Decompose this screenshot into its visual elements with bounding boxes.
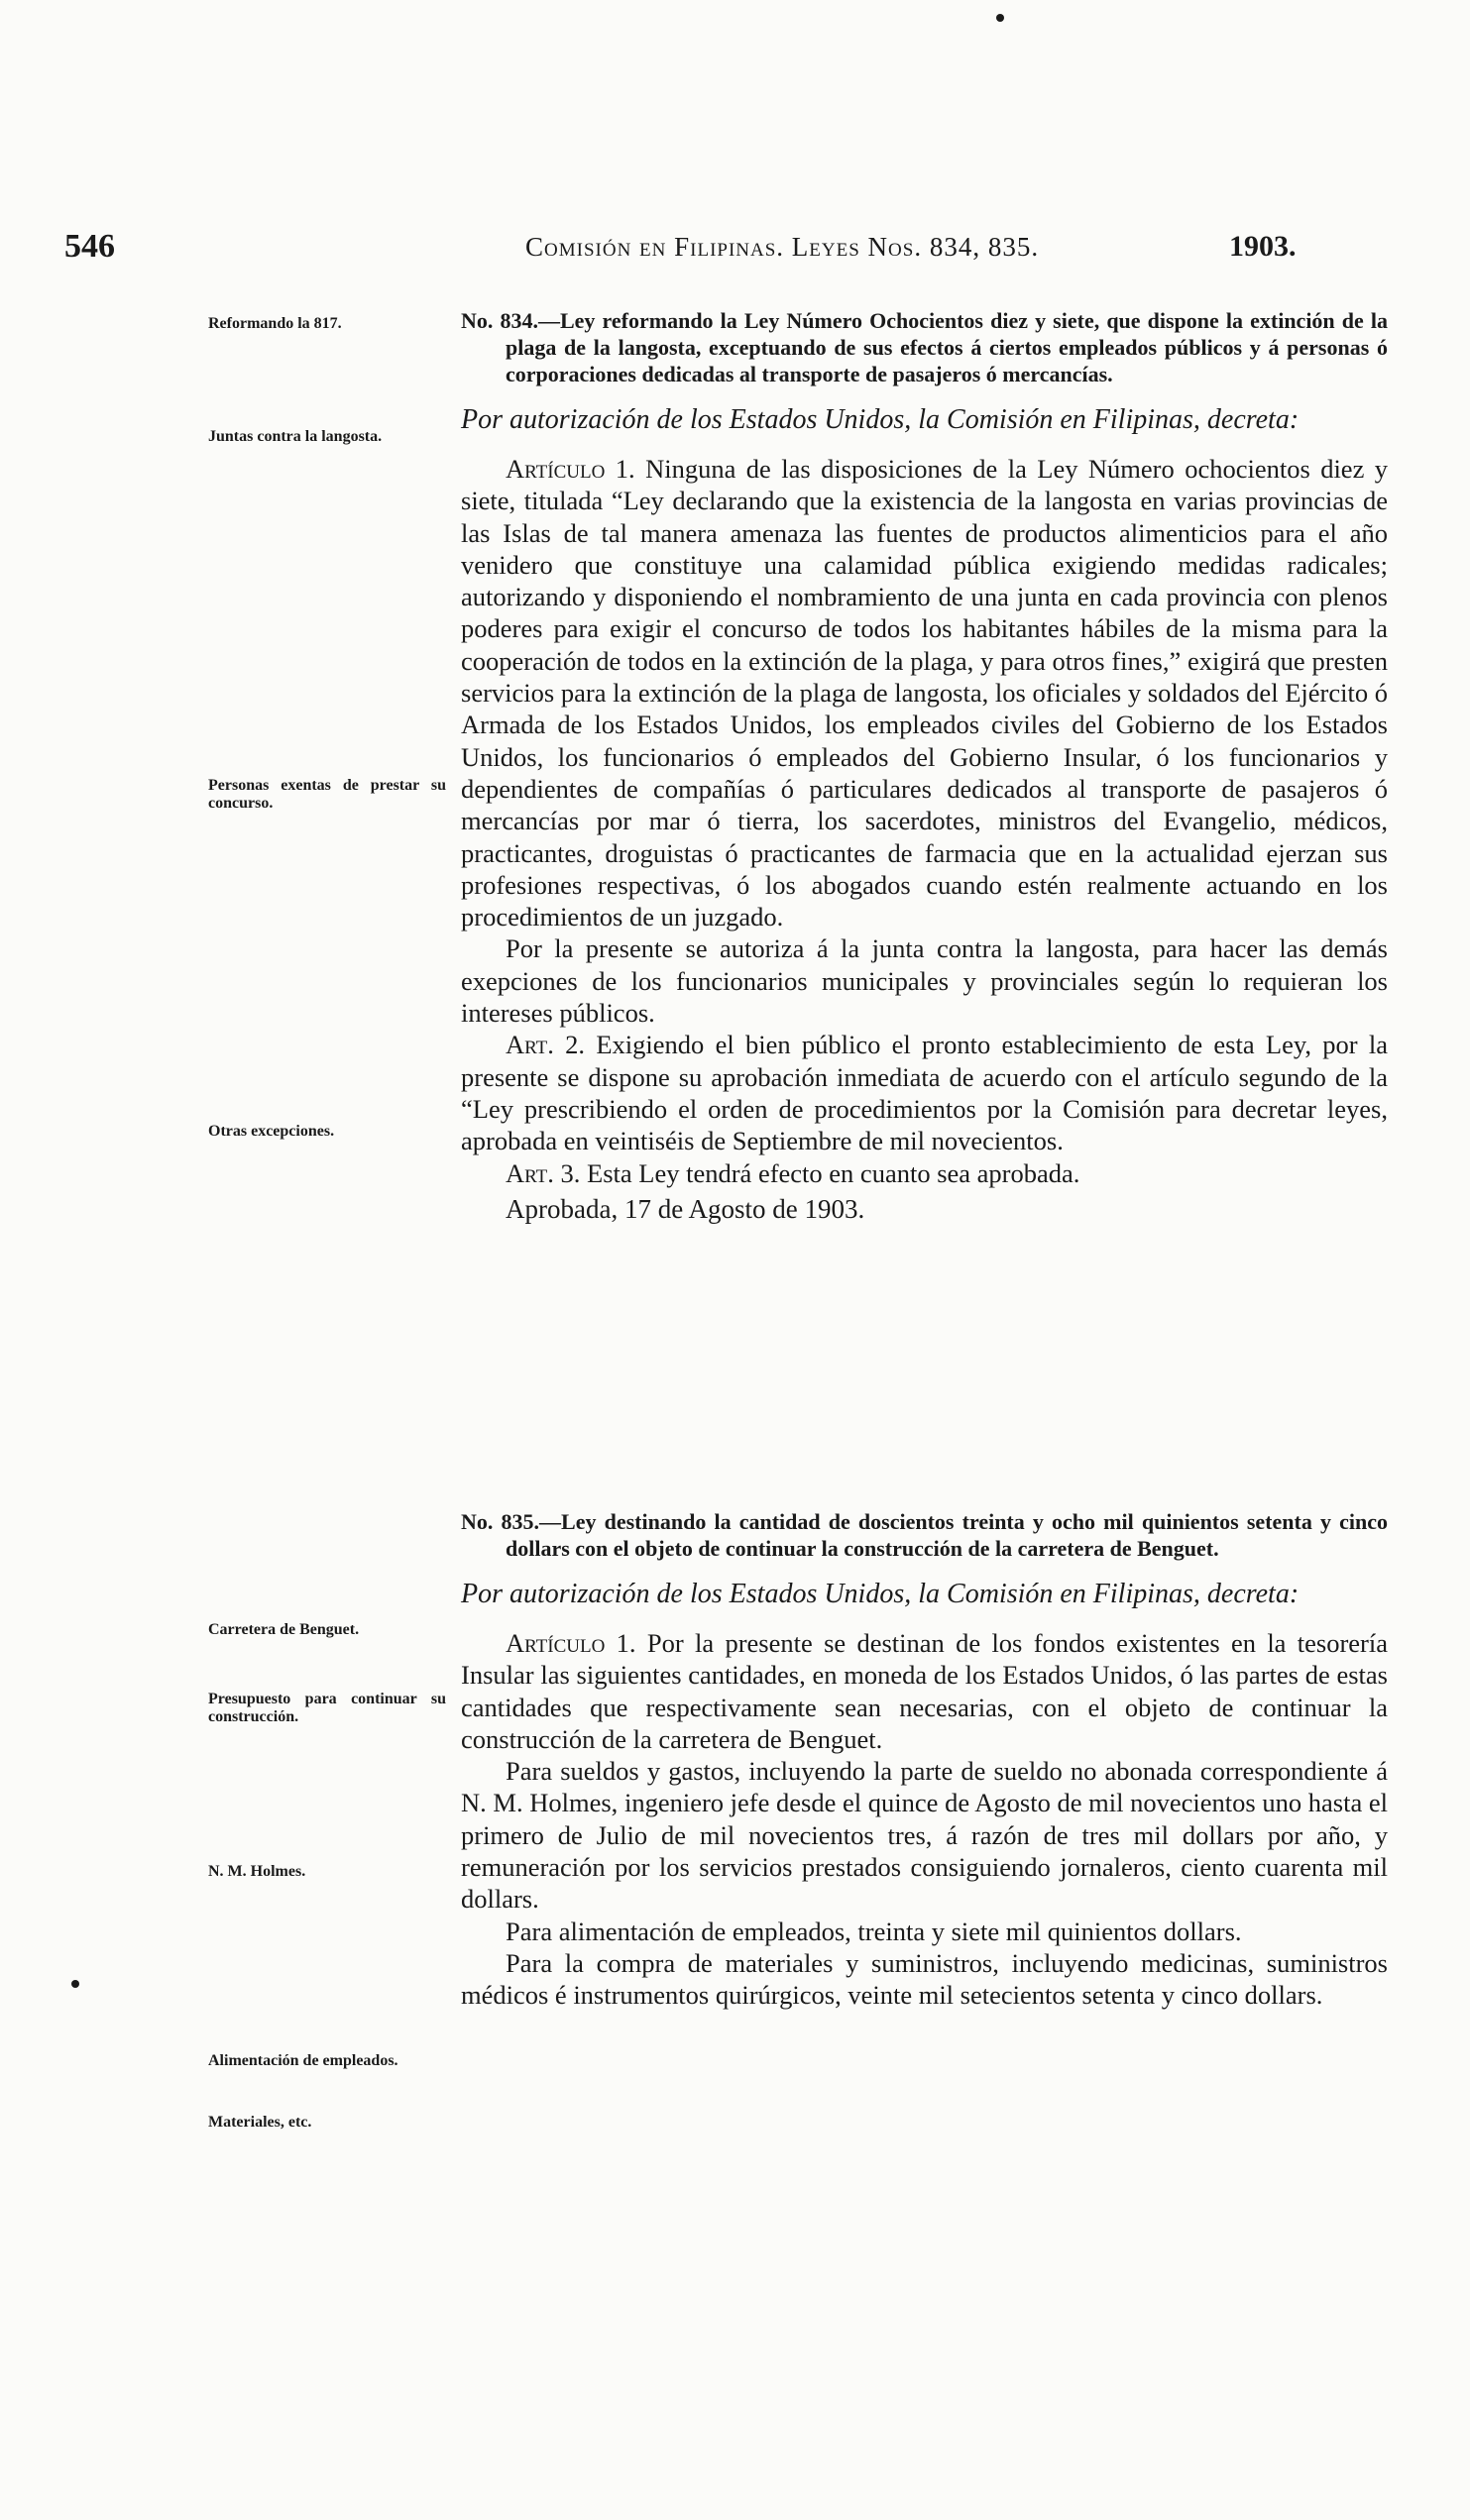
margin-note: Otras excepciones. (208, 1123, 335, 1140)
article-label: Artículo 1. (506, 454, 635, 484)
running-head-year: 1903. (1229, 230, 1297, 263)
approval-date: Aprobada, 17 de Agosto de 1903. (506, 1193, 865, 1224)
margin-note: Alimentación de empleados. (208, 2052, 398, 2069)
law-title: No. 834.—Ley reformando la Ley Número Ochocientos diez y siete, que dispone la extinción de la plaga de la langosta, exceptuando de sus efectos á ciertos empleados públicos y á personas ó corporaciones dedicadas al transporte de pasajeros ó mercancías. (461, 308, 1388, 386)
margin-note: Reformando la 817. (208, 315, 342, 332)
margin-note: N. M. Holmes. (208, 1863, 306, 1880)
ink-dot (996, 14, 1004, 22)
appropriation-item: Para sueldos y gastos, incluyendo la parte de sueldo no abonada correspondiente á N. M. Holmes, ingeniero jefe desde el quince de Agosto de mil novecientos uno hasta el primero de Julio de mil novecientos tres, á razón de tres mil dollars por año, y remuneración por los servicios prestados consiguiendo jornaleros, ciento cuarenta mil dollars. (461, 1756, 1388, 1915)
article-2 (461, 1029, 1388, 1156)
appropriation-item: Para alimentación de empleados, treinta y siete mil quinientos dollars. (506, 1916, 1242, 1946)
enacting-clause-text: Por autorización de los Estados Unidos, la Comisión en Filipinas, decreta: (461, 404, 1300, 435)
enacting-clause (461, 403, 1388, 437)
enacting-clause-text: Por autorización de los Estados Unidos, la Comisión en Filipinas, decreta: (461, 1579, 1300, 1609)
article-label: Art. 3. (506, 1157, 581, 1188)
article-text: Por la presente se destinan de los fondos existentes en la tesorería Insular las siguientes cantidades, en moneda de los Estados Unidos, ó las partes de estas cantidades que respectivamente sean necesarias, con el objeto de continuar la construcción de la carretera de Benguet. (461, 1628, 1388, 1754)
article-label: Art. 2. (506, 1030, 586, 1060)
article-1 (461, 453, 1388, 932)
article-text: Esta Ley tendrá efecto en cuanto sea aprobada. (587, 1157, 1080, 1188)
law-title: No. 835.—Ley destinando la cantidad de doscientos treinta y ocho mil quinientos setenta y cinco dollars con el objeto de continuar la construcción de la carretera de Benguet. (461, 1509, 1388, 1561)
article-text: Exigiendo el bien público el pronto establecimiento de esta Ley, por la presente se dispone su aprobación inmediata de acuerdo con el artículo segundo de la “Ley prescribiendo el orden de procedimientos por la Comisión para decretar leyes, aprobada en veintiséis de Septiembre de mil novecientos. (461, 1030, 1389, 1156)
law-834 (461, 307, 1388, 1226)
margin-note: Personas exentas de prestar su concurso. (208, 777, 446, 812)
margin-note: Materiales, etc. (208, 2114, 312, 2131)
margin-note: Juntas contra la langosta. (208, 428, 383, 445)
page-header (0, 228, 1470, 268)
article-1 (461, 1627, 1388, 1755)
appropriation-item: Para la compra de materiales y suministros, incluyendo medicinas, suministros médicos é instrumentos quirúrgicos, veinte mil setecientos setenta y cinco dollars. (461, 1947, 1388, 2011)
law-835 (461, 1508, 1388, 2012)
article-text: Ninguna de las disposiciones de la Ley Número ochocientos diez y siete, titulada “Ley declarando que la existencia de la langosta en varias provincias de las Islas de tal manera amenaza las fuentes de productos alimenticios para el año venidero que constituye una calamidad pública exigiendo medidas radicales; autorizando y disponiendo el nombramiento de una junta en cada provincia con plenos poderes para exigir el concurso de todos los habitantes hábiles de la misma para la cooperación de todos en la extinción de la plaga, y para otros fines,” exigirá que presten servicios para la extinción de la plaga de langosta, los oficiales y soldados del Ejército ó Armada de los Estados Unidos, los empleados civiles del Gobierno de los Estados Unidos, los funcionarios ó empleados del Gobierno Insular, ó los funcionarios y dependientes de compañías ó particulares dedicados al transporte de pasajeros ó mercancías por mar ó tierra, los sacerdotes, ministros del Evangelio, médicos, practicantes, droguistas ó practicantes de farmacia que en la actualidad ejerzan sus profesiones respectivas, ó los abogados cuando estén realmente actuando en los procedimientos de un juzgado. (461, 454, 1389, 932)
article-1-paragraph-2: Por la presente se autoriza á la junta contra la langosta, para hacer las demás exepciones de los funcionarios municipales y provinciales según lo requieran los intereses públicos. (461, 933, 1388, 1029)
margin-note: Carretera de Benguet. (208, 1621, 360, 1638)
margin-note: Presupuesto para continuar su construcción. (208, 1691, 446, 1725)
running-head: Comisión en Filipinas. Leyes Nos. 834, 835. (525, 232, 1040, 262)
page-number: 546 (64, 228, 115, 265)
ink-dot (71, 1980, 79, 1988)
article-label: Artículo 1. (506, 1628, 636, 1658)
article-3 (461, 1157, 1388, 1189)
enacting-clause (461, 1578, 1388, 1611)
